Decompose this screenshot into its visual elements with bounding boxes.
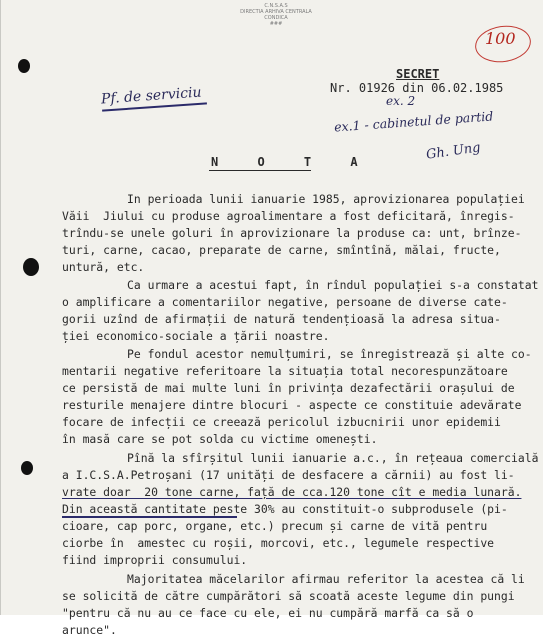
stamp-line: DIRECTIA ARHIVA CENTRALA <box>240 9 312 15</box>
text-line: Majoritatea măcelarilor afirmau referitor la acestea că li <box>127 572 525 586</box>
text-line: mentarii negative referitoare la situația total necorespunzătoare <box>62 364 508 378</box>
copy-number: ex. 2 <box>386 94 416 108</box>
handwritten-service-note: Pf. de serviciu <box>100 84 203 108</box>
text-line: arunce". <box>62 623 117 637</box>
text-line: "pentru că nu au ce face cu ele, ei nu cumpără marfă ca să o <box>62 606 474 620</box>
text-line: gorii uzînd de afirmații de natură tendențioasă la adresa situa- <box>62 312 501 326</box>
text-line: Din această cantitate peste 30% au constituit-o subprodusele (pi- <box>62 502 508 516</box>
document-number: Nr. 01926 din 06.02.1985 <box>330 81 504 95</box>
stamp-line: CONDICA <box>264 15 288 21</box>
text-line: untură, etc. <box>62 260 145 274</box>
stamp-line: ### <box>269 21 283 27</box>
text-line: o amplificare a comentariilor negative, persoane de diverse cate- <box>62 295 508 309</box>
handwritten-signature: Gh. Ung <box>425 140 482 163</box>
stamp-line: C.N.S.A.S <box>264 3 288 9</box>
text-line: ției economico-sociale a țării noastre. <box>62 329 330 343</box>
text-line: trîndu-se unele goluri în aprovizionare la produse ca: unt, brînze- <box>62 226 522 240</box>
text-line: se solicită de către cumpărători să scoată aceste legume din pungi <box>62 589 515 603</box>
text-line: Pînă la sfîrșitul lunii ianuarie a.c., în rețeaua comercială <box>127 451 539 465</box>
title-underline <box>209 170 311 171</box>
text-line: a I.C.S.A.Petroșani (17 unități de desfacere a cărnii) au fost li- <box>62 468 515 482</box>
text-line: ciorbe în amestec cu roșii, morcovi, etc., legumele respective <box>62 536 495 550</box>
text-line: Pe fondul acestor nemulțumiri, se înregistrează și alte co- <box>127 347 532 361</box>
text-line: turi, carne, cacao, preparate de carne, smîntînă, mălai, fructe, <box>62 243 501 257</box>
text-line: în masă care se pot solda cu victime omenești. <box>62 432 378 446</box>
text-line: cioare, cap porc, organe, etc.) precum și carne de vită pentru <box>62 519 488 533</box>
punch-hole <box>23 258 39 276</box>
text-line: In perioada lunii ianuarie 1985, aprovizionarea populației <box>127 192 525 206</box>
archive-stamp <box>181 3 371 27</box>
punch-hole <box>21 461 33 475</box>
underlined-text-line: vrate doar 20 tone carne, față de cca.120 tone cît e media lunară. <box>62 485 522 499</box>
text-line: Ca urmare a acestui fapt, în rîndul populației s-a constatat <box>127 278 539 292</box>
punch-hole <box>18 59 30 73</box>
text-line: ce persistă de mai multe luni în privința dezafectării orașului de <box>62 381 515 395</box>
text-line: focare de infecții ce creează pericolul izbucnirii unor epidemii <box>62 415 501 429</box>
document-title: N O T A <box>211 155 374 169</box>
classification-label: SECRET <box>396 67 440 81</box>
text-line: resturile menajere dintre blocuri - aspecte ce constituie adevărate <box>62 398 522 412</box>
text-line: Văii Jiului cu produse agroalimentare a fost deficitară, înregis- <box>62 209 515 223</box>
handwritten-copy-note: ex.1 - cabinetul de partid <box>333 108 494 135</box>
page-number: 100 <box>485 29 516 48</box>
text-line: fiind improprii consumului. <box>62 553 248 567</box>
